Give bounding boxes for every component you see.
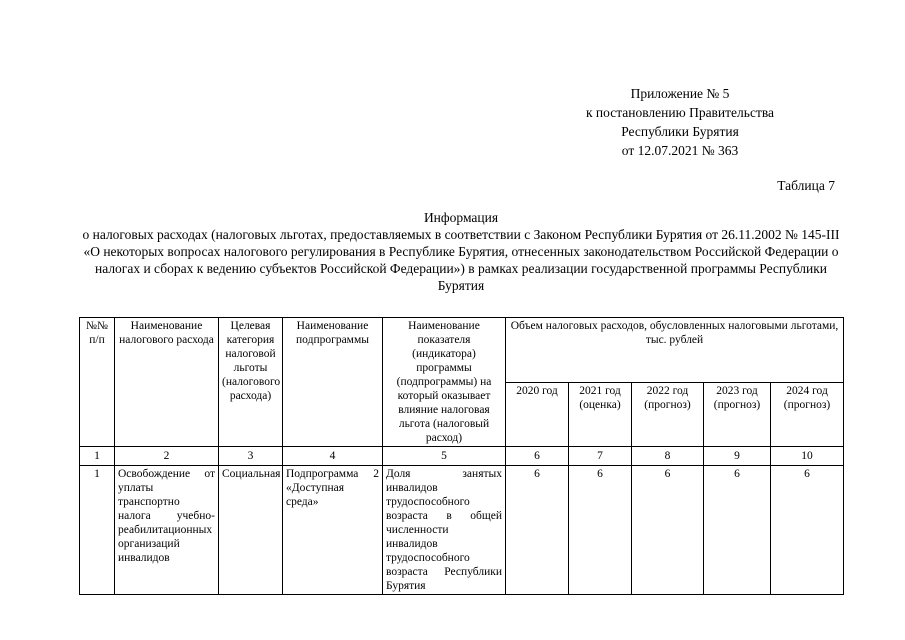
- column-number: 4: [283, 447, 383, 466]
- row-indicator: Доля занятых инвалидов трудоспособного возраста в общей численности инвалидов трудоспособного возраста Республики Бурятия: [383, 466, 506, 595]
- title-heading: Информация: [423, 210, 499, 225]
- header-volume: Объем налоговых расходов, обусловленных налоговыми льготами, тыс. рублей: [506, 318, 844, 383]
- header-subprogram: Наименование подпрограммы: [283, 318, 383, 447]
- column-number: 3: [219, 447, 283, 466]
- column-number: 8: [632, 447, 704, 466]
- header-name: Наименование налогового расхода: [115, 318, 219, 447]
- row-num: 1: [80, 466, 115, 595]
- column-number: 5: [383, 447, 506, 466]
- appendix-republic: Республики Бурятия: [621, 124, 739, 139]
- table-label: Таблица 7: [777, 178, 835, 193]
- header-2024: 2024 год (прогноз): [771, 382, 844, 447]
- header-2023: 2023 год (прогноз): [704, 382, 771, 447]
- row-category: Социальная: [219, 466, 283, 595]
- column-number-row: [80, 447, 844, 466]
- appendix-reference: к постановлению Правительства: [585, 105, 775, 120]
- column-number: 10: [771, 447, 844, 466]
- header-category: Целевая категория налоговой льготы (налогового расхода): [219, 318, 283, 447]
- header-2020: 2020 год: [506, 382, 569, 447]
- column-number: 2: [115, 447, 219, 466]
- table-row: [80, 466, 844, 595]
- row-2024: 6: [771, 466, 844, 595]
- tax-expenditure-table: [79, 317, 844, 595]
- header-row-1: [80, 318, 844, 383]
- row-name: Освобождение от уплаты транспортно налога учебно-реабилитационных организаций инвалидов: [115, 466, 219, 595]
- column-number: 1: [80, 447, 115, 466]
- row-2020: 6: [506, 466, 569, 595]
- appendix-block: [560, 84, 800, 160]
- document-title: [80, 209, 842, 294]
- header-2021: 2021 год (оценка): [569, 382, 632, 447]
- header-indicator: Наименование показателя (индикатора) программы (подпрограммы) на который оказывает влияние налоговая льгота (налоговый расход): [383, 318, 506, 447]
- column-number: 6: [506, 447, 569, 466]
- row-2022: 6: [632, 466, 704, 595]
- appendix-title: Приложение № 5: [630, 86, 730, 101]
- row-2023: 6: [704, 466, 771, 595]
- row-subprogram: Подпрограмма 2 «Доступная среда»: [283, 466, 383, 595]
- appendix-date: от 12.07.2021 № 363: [621, 143, 739, 158]
- header-2022: 2022 год (прогноз): [632, 382, 704, 447]
- column-number: 7: [569, 447, 632, 466]
- header-num: №№ п/п: [80, 318, 115, 447]
- title-body: о налоговых расходах (налоговых льготах, предоставляемых в соответствии с Законом Республики Бурятия от 26.11.2002 № 145-III «О некоторых вопросах налогового регулирования в Республике Бурятия, отнесенных законодательством Российской Федерации о налогах и сборах к ведению субъектов Российской Федерации») в рамках реализации государственной программы Республики Бурятия: [82, 227, 840, 293]
- column-number: 9: [704, 447, 771, 466]
- row-2021: 6: [569, 466, 632, 595]
